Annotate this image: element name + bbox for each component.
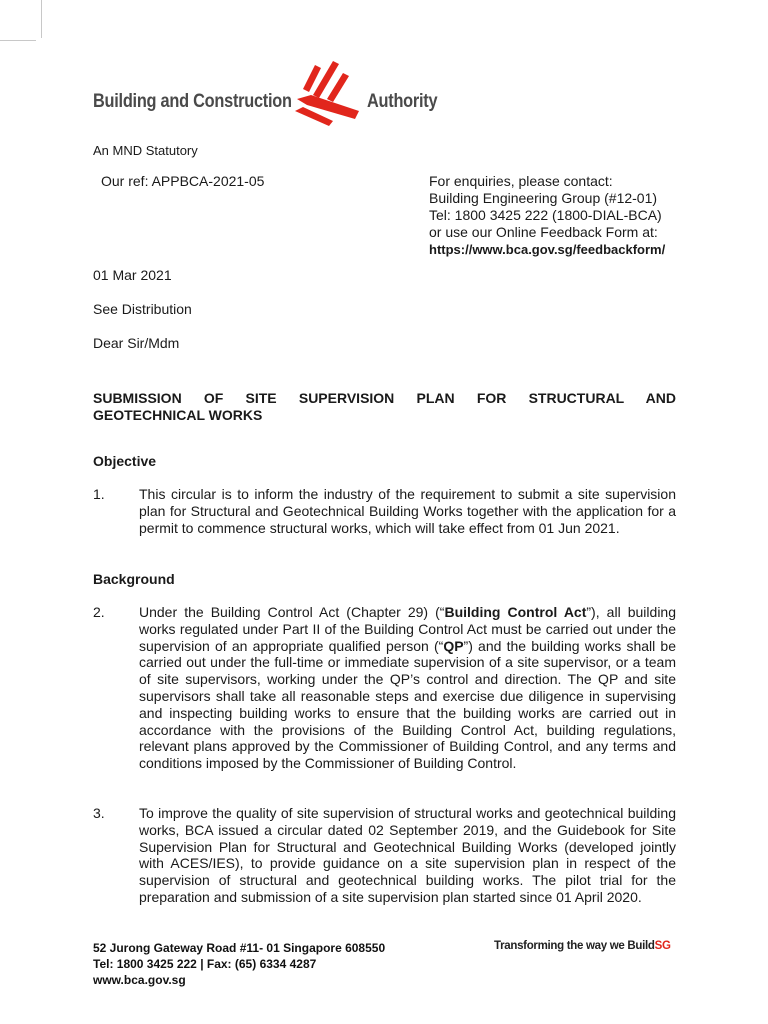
salutation: Dear Sir/Mdm — [93, 335, 180, 351]
crop-mark-horizontal — [0, 40, 36, 41]
org-name-right: Authority — [367, 91, 438, 112]
circular-title-line-1: SUBMISSION OF SITE SUPERVISION PLAN FOR STRUCTURAL AND — [93, 390, 676, 406]
footer-address: 52 Jurong Gateway Road #11- 01 Singapore 608550 — [93, 941, 386, 955]
crop-mark-vertical — [41, 0, 42, 38]
letter-date: 01 Mar 2021 — [93, 267, 172, 283]
footer-address-block — [93, 940, 385, 988]
section-heading-objective: Objective — [93, 453, 157, 469]
defined-term: QP — [443, 637, 464, 654]
text-run: ”) and the building works shall be carried out under the full-time or immediate supervision of a site supervisor, or a team of site supervisors, working under the QP’s control and direction. The QP and site supervisors shall take all reasonable steps and exercise due diligence in supervising and inspecting building works to ensure that the building works are carried out in accordance with the provisions of the Building Control Act, building regulations, relevant plans approved by the Commissioner of Building Control, and any terms and conditions imposed by the Commissioner of Building Control. — [139, 637, 677, 772]
contact-line: Building Engineering Group (#12-01) — [429, 190, 658, 206]
footer-phones: Tel: 1800 3425 222 | Fax: (65) 6334 4287 — [93, 957, 317, 971]
circular-title-line-2: GEOTECHNICAL WORKS — [93, 407, 263, 423]
text-run: ”), all building works regulated under Part II of the Building Control Act must be carried out under the supervision of an appropriate qualified person (“ — [139, 604, 676, 654]
contact-block — [429, 173, 729, 258]
paragraph-number: 2. — [93, 604, 105, 620]
our-ref: Our ref: APPBCA-2021-05 — [101, 173, 265, 189]
tagline-text: Transforming the way we Build — [494, 940, 655, 952]
text-run: Under the Building Control Act (Chapter 29) (“ — [139, 604, 445, 620]
paragraph-1: This circular is to inform the industry of the requirement to submit a site supervision plan for Structural and Geotechnical Building Works together with the application for a permit to commence structural works, which will take effect from 01 Jun 2021. — [139, 486, 676, 536]
statutory-line: An MND Statutory — [93, 143, 198, 158]
paragraph-2 — [139, 604, 676, 772]
contact-line: For enquiries, please contact: — [429, 173, 613, 189]
defined-term: Building Control Act — [444, 604, 587, 620]
org-name-left: Building and Construction — [93, 91, 292, 112]
footer-tagline — [494, 940, 671, 952]
bca-logo-mark — [293, 59, 365, 127]
feedback-link[interactable]: https://www.bca.gov.sg/feedbackform/ — [429, 242, 666, 257]
footer-website[interactable]: www.bca.gov.sg — [93, 973, 186, 987]
tagline-sg: SG — [654, 940, 671, 952]
section-heading-background: Background — [93, 571, 175, 587]
contact-line: Tel: 1800 3425 222 (1800-DIAL-BCA) — [429, 207, 662, 223]
distribution-line: See Distribution — [93, 301, 192, 317]
contact-line: or use our Online Feedback Form at: — [429, 224, 658, 240]
paragraph-number: 1. — [93, 486, 105, 502]
paragraph-3: To improve the quality of site supervision of structural works and geotechnical building works, BCA issued a circular dated 02 September 2019, and the Guidebook for Site Supervision Plan for Structural and Geotechnical Building Works (developed jointly with ACES/IES), to provide guidance on a site supervision plan in respect of the supervision of structural and geotechnical building works. The pilot trial for the preparation and submission of a site supervision plan started since 01 April 2020. — [139, 805, 676, 905]
paragraph-number: 3. — [93, 805, 105, 821]
